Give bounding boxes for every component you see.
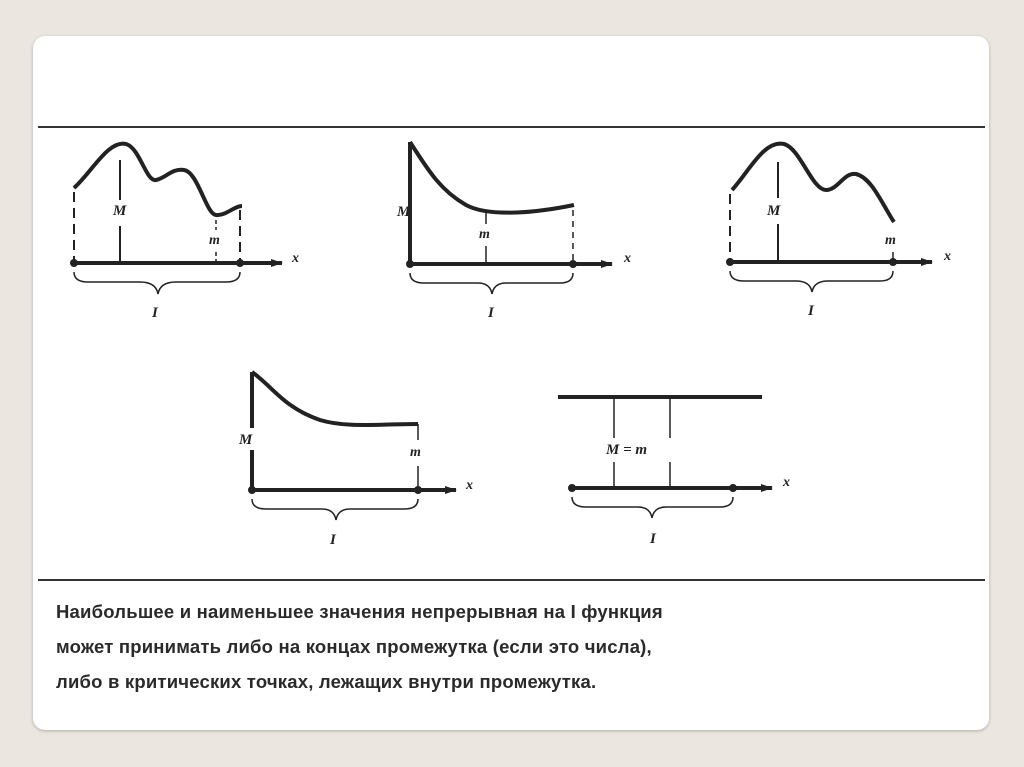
graph-3	[727, 144, 933, 292]
graph-2	[407, 142, 613, 294]
caption-text	[56, 594, 976, 699]
graph4-min-label: m	[410, 445, 421, 460]
graph4-axis-label: x	[466, 478, 473, 493]
graph-1	[71, 144, 283, 294]
graph2-axis-label: x	[624, 251, 631, 266]
graph5-interval-label: I	[650, 531, 656, 547]
graph2-max-label: M	[397, 204, 411, 220]
graph5-equal-label: M = m	[606, 442, 648, 458]
caption-line-3: либо в критических точках, лежащих внутри промежутка.	[56, 671, 597, 692]
graph3-axis-label: x	[944, 249, 951, 264]
graph4-max-label: M	[239, 432, 253, 448]
graph3-min-label: m	[885, 233, 896, 248]
graph1-max-label: M	[113, 203, 127, 219]
graph3-interval-label: I	[808, 303, 814, 319]
caption-line-1: Наибольшее и наименьшее значения непрерывная на I функция	[56, 601, 663, 622]
graph1-axis-label: x	[292, 251, 299, 266]
graph2-interval-label: I	[488, 305, 494, 321]
graph2-min-label: m	[479, 227, 490, 242]
graph5-axis-label: x	[783, 475, 790, 490]
graph-4	[249, 372, 457, 520]
graph1-min-label: m	[209, 233, 220, 248]
graph4-interval-label: I	[330, 532, 336, 548]
caption-line-2: может принимать либо на концах промежутка (если это числа),	[56, 636, 652, 657]
graph1-interval-label: I	[152, 305, 158, 321]
graph-5	[558, 397, 772, 518]
graph3-max-label: M	[767, 203, 781, 219]
